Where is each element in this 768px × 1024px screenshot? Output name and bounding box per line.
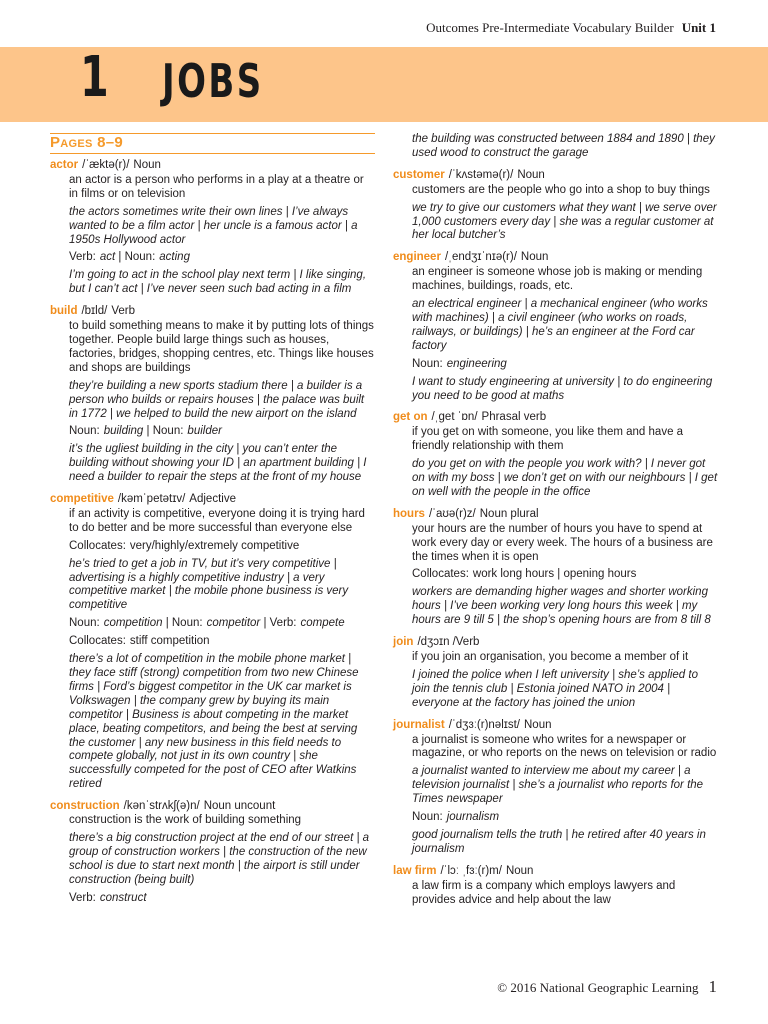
- related-forms: [69, 425, 375, 439]
- form-value: building: [103, 425, 144, 438]
- examples: there’s a lot of competition in the mobile phone market | they face stiff (strong) competition from two new Chinese firms | Ford’s biggest competitor in the UK car market is Volkswagen | the company grew by buying its main competitor | Business is about competing in the market place, beating competitors, and being the best at serving the customer | any new business in this field needs to compete globally, not just in its own country | she successfully competed for the post of CEO after Watkins retired: [69, 653, 359, 791]
- entry-build: [50, 305, 375, 485]
- collocates-label: Collocates:: [69, 539, 126, 552]
- form-label: Noun:: [69, 617, 100, 630]
- form-label: | Noun:: [115, 251, 156, 264]
- pronunciation: /ˈæktə(r)/: [82, 159, 130, 171]
- part-of-speech: Noun: [524, 718, 552, 731]
- examples: an electrical engineer | a mechanical engineer (who works with machines) | a civil engineer (who works on roads, railways, or buildings) | he’s an engineer at the Ford car factory: [412, 298, 708, 352]
- entry-competitive: [50, 493, 375, 792]
- pronunciation: /bɪld/: [81, 305, 108, 318]
- form-label: Verb:: [69, 891, 96, 904]
- form-value: engineering: [446, 357, 507, 370]
- pronunciation: /kəmˈpetətɪv/: [117, 493, 186, 506]
- headword: build: [50, 305, 78, 318]
- form-value: competition: [103, 617, 163, 630]
- form-value: builder: [187, 425, 222, 438]
- part-of-speech: Noun uncount: [203, 800, 276, 813]
- collocates-label: Collocates:: [69, 635, 126, 648]
- headword: law firm: [393, 864, 437, 877]
- pronunciation: /ˌget ˈɒn/: [431, 411, 478, 424]
- part-of-speech: Noun plural: [479, 507, 539, 520]
- examples: I’m going to act in the school play next term | I like singing, but I can’t act | I’ve never seen such bad acting in a film: [69, 269, 367, 296]
- definition: customers are the people who go into a shop to buy things: [412, 183, 710, 196]
- examples: the actors sometimes write their own lines | I’ve always wanted to be a film actor | her uncle is a famous actor | a 1950s Hollywood actor: [69, 205, 358, 246]
- entry-get-on: [393, 411, 719, 499]
- left-column: [50, 133, 375, 914]
- headword: join: [393, 636, 414, 649]
- headword: customer: [393, 168, 445, 181]
- definition: a journalist is someone who writes for a newspaper or magazine, or who reports on the news on television or radio: [412, 733, 717, 760]
- unit-title-band: [0, 47, 768, 122]
- form-value: acting: [159, 251, 190, 264]
- form-value: construct: [99, 891, 147, 904]
- collocates: [412, 568, 719, 582]
- headword: actor: [50, 159, 79, 171]
- form-label: | Verb:: [260, 617, 297, 630]
- collocates-value: very/highly/extremely competitive: [129, 539, 300, 552]
- related-forms: [412, 811, 719, 825]
- form-label: Noun:: [412, 811, 443, 824]
- examples: workers are demanding higher wages and shorter working hours | I’ve been working very long hours this week | my hours are 9 till 5 | the shop’s opening hours are from 8 till 8: [412, 586, 711, 627]
- headword: hours: [393, 507, 425, 520]
- continued-examples: the building was constructed between 1884 and 1890 | they used wood to construct the garage: [412, 133, 715, 159]
- form-label: Noun:: [69, 425, 100, 438]
- examples: they’re building a new sports stadium there | a builder is a person who builds or repairs houses | the palace was built in 1772 | we helped to build the new airport on the island: [69, 379, 365, 420]
- headword: journalist: [393, 718, 445, 731]
- form-label: | Noun:: [162, 617, 203, 630]
- examples: we try to give our customers what they want | we serve over 1,000 customers every day | she was a regular customer at her local butcher’s: [412, 201, 717, 242]
- entry-actor: [50, 159, 375, 297]
- running-header: [426, 20, 716, 36]
- collocates: [69, 635, 375, 649]
- part-of-speech: Noun: [517, 168, 545, 181]
- pronunciation: /dʒɔɪn: [417, 636, 450, 649]
- definition: to build something means to make it by putting lots of things together. People build large things such as houses, factories, bridges, shopping centres, etc. Things like houses and shops are buildings: [69, 320, 374, 374]
- pronunciation: /ˈaʊə(r)z/: [428, 507, 476, 520]
- section-heading: Pages 8–9: [50, 133, 375, 154]
- definition: an engineer is someone whose job is making or mending machines, buildings, roads, etc.: [412, 266, 703, 293]
- related-forms: [412, 358, 719, 372]
- part-of-speech: /Verb: [452, 636, 480, 649]
- definition: a law firm is a company which employs lawyers and provides advice and help about the law: [412, 879, 676, 906]
- pronunciation: /ˈkʌstəmə(r)/: [448, 168, 514, 181]
- form-value: journalism: [446, 811, 500, 824]
- entry-hours: [393, 508, 719, 628]
- collocates-value: stiff competition: [129, 635, 210, 648]
- pronunciation: /kənˈstrʌkʃ(ə)n/: [123, 800, 200, 813]
- definition: if you join an organisation, you become a member of it: [412, 651, 689, 663]
- form-value: competitor: [206, 617, 261, 630]
- unit-number: 1: [80, 45, 109, 110]
- form-value: act: [99, 251, 116, 264]
- related-forms: [69, 892, 375, 906]
- form-label: Verb:: [69, 251, 96, 264]
- entry-engineer: [393, 251, 719, 403]
- headword: get on: [393, 411, 428, 424]
- copyright: © 2016 National Geographic Learning: [497, 980, 699, 995]
- collocates-label: Collocates:: [412, 568, 469, 581]
- book-title: Outcomes Pre-Intermediate Vocabulary Builder: [426, 20, 674, 35]
- right-column: [393, 133, 719, 916]
- examples: good journalism tells the truth | he retired after 40 years in journalism: [412, 828, 706, 855]
- form-label: Noun:: [412, 357, 443, 370]
- entry-join: [393, 636, 719, 711]
- definition: if an activity is competitive, everyone doing it is trying hard to do better and be more successful than everyone else: [69, 507, 365, 534]
- examples: I want to study engineering at university | to do engineering you need to be good at maths: [412, 375, 713, 402]
- unit-title: JOBS: [162, 54, 264, 108]
- examples: a journalist wanted to interview me about my career | a television journalist | she’s a journalist who reports for the Times newspaper: [412, 765, 704, 806]
- definition: an actor is a person who performs in a play at a theatre or in films or on television: [69, 173, 364, 200]
- examples: I joined the police when I left university | she’s applied to join the tennis club | Estonia joined NATO in 2004 | everyone at the factory has joined the union: [412, 668, 698, 709]
- examples: do you get on with the people you work with? | I never got on with my boss | we don’t get on with our neighbours | I get on well with the people in the office: [412, 458, 718, 498]
- part-of-speech: Noun: [520, 251, 549, 264]
- examples: it’s the ugliest building in the city | you can’t enter the building without showing your ID | an apartment building | I need a builder to repair the steps at the front of my house: [69, 443, 367, 484]
- unit-label: Unit 1: [681, 20, 716, 35]
- page-footer: [497, 977, 717, 997]
- collocates: [69, 540, 375, 554]
- headword: competitive: [50, 493, 114, 506]
- entry-journalist: [393, 719, 719, 857]
- page-number: 1: [708, 977, 717, 996]
- pronunciation: /ˈlɔː ˌfɜː(r)m/: [440, 864, 502, 877]
- definition: construction is the work of building something: [69, 814, 302, 827]
- entry-construction: [50, 800, 375, 905]
- form-value: compete: [300, 617, 345, 630]
- definition: if you get on with someone, you like them and have a friendly relationship with them: [412, 426, 684, 453]
- part-of-speech: Noun: [133, 159, 161, 171]
- part-of-speech: Noun: [505, 864, 534, 877]
- related-forms: [69, 251, 375, 265]
- pronunciation: /ˌendʒɪˈnɪə(r)/: [444, 251, 517, 264]
- headword: construction: [50, 800, 120, 813]
- headword: engineer: [393, 251, 441, 264]
- pronunciation: /ˈdʒɜː(r)nəlɪst/: [448, 718, 520, 731]
- entry-law-firm: [393, 865, 719, 908]
- examples: he’s tried to get a job in TV, but it’s very competitive | advertising is a highly competitive industry | a very competitive market | the mobile phone business is very competitive: [69, 557, 349, 612]
- part-of-speech: Phrasal verb: [481, 411, 547, 424]
- collocates-value: work long hours | opening hours: [472, 568, 637, 581]
- entry-customer: [393, 169, 719, 244]
- definition: your hours are the number of hours you have to spend at work every day or every week. The hours of a business are the times when it is open: [412, 522, 713, 563]
- related-forms: [69, 617, 375, 631]
- form-label: | Noun:: [143, 425, 184, 438]
- part-of-speech: Adjective: [189, 493, 236, 506]
- examples: there’s a big construction project at the end of our street | a group of construction workers | the construction of the new school is due to start next month | the airport is still under construction (being built): [69, 831, 370, 886]
- part-of-speech: Verb: [111, 305, 135, 318]
